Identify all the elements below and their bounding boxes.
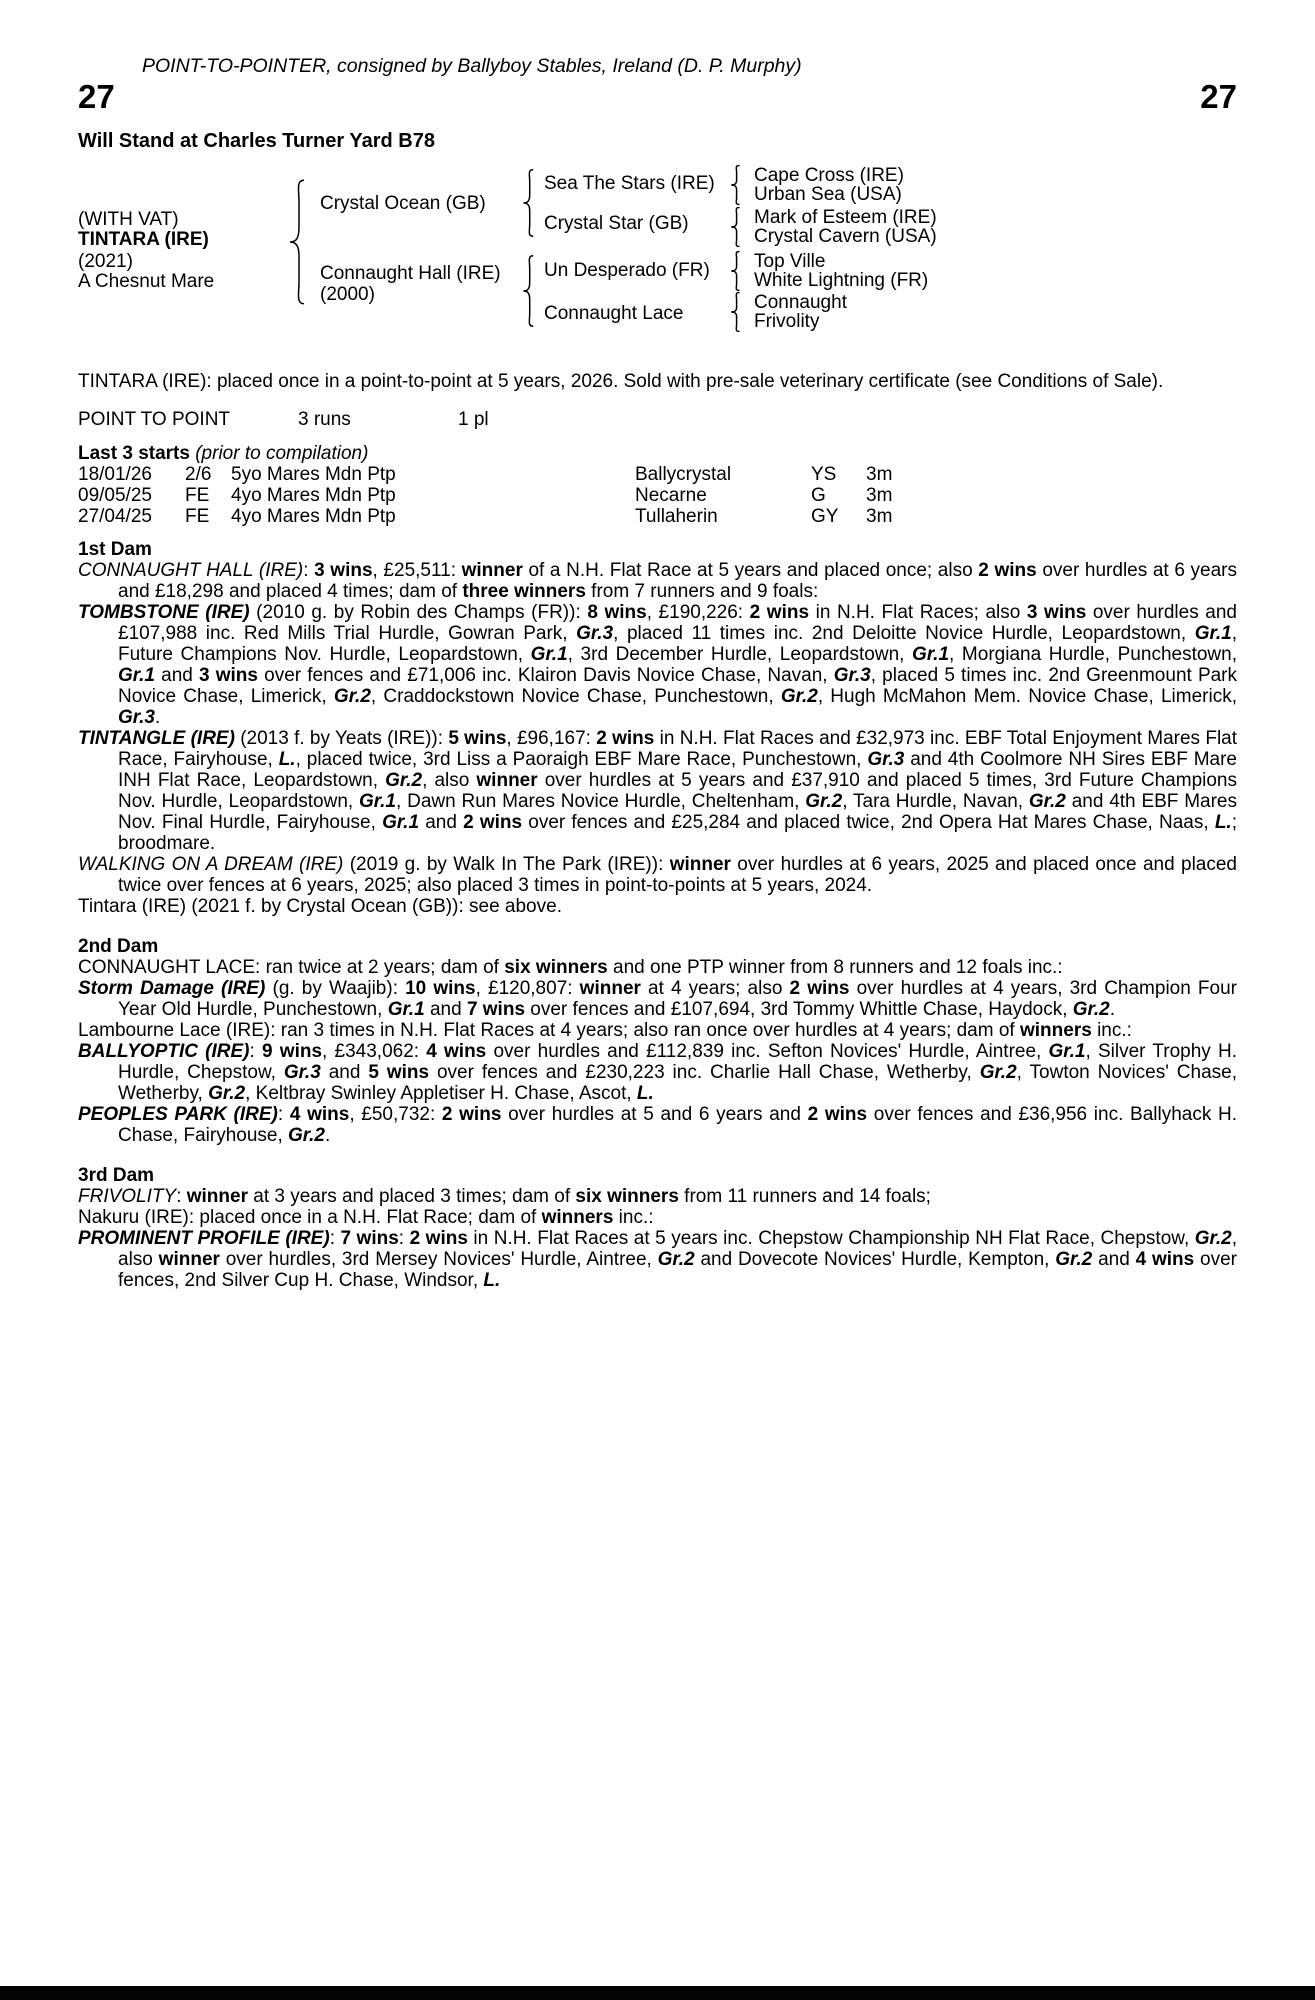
lot-number-row xyxy=(78,79,1237,115)
sire-name: Crystal Ocean (GB) xyxy=(320,193,486,214)
pedigree-chart xyxy=(78,164,1237,344)
pedigree-brace xyxy=(288,179,308,305)
text-segment: Gr.2 xyxy=(1028,791,1066,812)
text-segment: CONNAUGHT LACE: ran twice at 2 years; dam of xyxy=(78,957,505,978)
text-segment: Gr.1 xyxy=(1048,1041,1086,1062)
text-segment: (2019 g. by Walk In The Park (IRE)): xyxy=(343,854,670,875)
second-dam-heading: 2nd Dam xyxy=(78,936,159,957)
first-dam-heading: 1st Dam xyxy=(78,539,152,560)
text-segment: , placed twice, 3rd Liss a Paoraigh EBF Mare Race, Punchestown, xyxy=(295,749,868,770)
pedigree-gen3-name: Frivolity xyxy=(754,311,820,332)
text-segment: , 3rd December Hurdle, Leopardstown, xyxy=(567,644,913,665)
text-segment: 5 wins xyxy=(448,728,507,749)
text-segment: of a N.H. Flat Race at 5 years and placed once; also xyxy=(522,560,979,581)
start-result: FE xyxy=(185,506,210,527)
text-segment: 2 wins xyxy=(749,602,810,623)
text-segment: , £50,732: xyxy=(349,1104,442,1125)
text-segment: . xyxy=(325,1125,331,1146)
lot-number-right: 27 xyxy=(1200,78,1237,115)
text-segment: Gr.2 xyxy=(1194,1228,1232,1249)
record-type: POINT TO POINT xyxy=(78,409,231,430)
text-segment: 3 wins xyxy=(199,665,258,686)
pedigree-gen3-name: Mark of Esteem (IRE) xyxy=(754,207,937,228)
text-segment: , also xyxy=(422,770,477,791)
text-segment: in N.H. Flat Races; also xyxy=(809,602,1027,623)
text-segment: and xyxy=(419,812,464,833)
race-record-row xyxy=(78,409,1237,430)
text-segment: 2 wins xyxy=(807,1104,868,1125)
vat-note: (WITH VAT) xyxy=(78,209,179,230)
text-segment: over fences and £230,223 inc. Charlie Hall Chase, Wetherby, xyxy=(429,1062,980,1083)
text-segment: , Craddockstown Novice Chase, Punchestown, xyxy=(370,686,781,707)
subject-year: (2021) xyxy=(78,251,133,272)
text-segment: : xyxy=(303,560,315,581)
text-segment: and 4th Coolmore NH Sires EBF Mare INH Flat Race, Leopardstown, xyxy=(118,749,1237,791)
table-row xyxy=(78,506,1237,527)
text-segment: , £343,062: xyxy=(322,1041,427,1062)
text-segment: and xyxy=(154,665,200,686)
text-segment: , Keltbray Swinley Appletiser H. Chase, Ascot, xyxy=(245,1083,637,1104)
start-result: 2/6 xyxy=(185,464,212,485)
text-segment: over hurdles, 3rd Mersey Novices' Hurdle, Aintree, xyxy=(219,1249,658,1270)
text-segment: : xyxy=(277,1104,290,1125)
text-segment: WALKING ON A DREAM (IRE) xyxy=(78,854,344,875)
text-segment: TINTANGLE (IRE) xyxy=(78,728,235,749)
text-segment: Gr.3 xyxy=(118,707,155,728)
text-segment: . xyxy=(1109,999,1116,1020)
pedigree-gen2-name: Un Desperado (FR) xyxy=(544,260,710,281)
start-going: YS xyxy=(811,464,837,485)
text-segment: 2 wins xyxy=(978,560,1037,581)
text-segment: over fences and £71,006 inc. Klairon Davis Novice Chase, Navan, xyxy=(257,665,834,686)
text-segment: Gr.1 xyxy=(387,999,425,1020)
pedigree-gen3-name: Crystal Cavern (USA) xyxy=(754,226,937,247)
text-segment: . xyxy=(154,707,161,728)
text-segment: and xyxy=(320,1062,369,1083)
text-segment: over hurdles at 6 years, 2025 and placed once and placed twice over fences at 6 years, 2025; also placed 3 times in point-to-points at 5 years, 2024. xyxy=(118,854,1237,896)
summary-paragraph: TINTARA (IRE): placed once in a point-to-point at 5 years, 2026. Sold with pre-sale veterinary certificate (see Conditions of Sale). xyxy=(78,371,1164,392)
record-places: 1 pl xyxy=(458,409,489,430)
text-segment: , £25,511: xyxy=(372,560,462,581)
start-race: 5yo Mares Mdn Ptp xyxy=(231,464,396,485)
start-distance: 3m xyxy=(866,485,893,506)
text-segment: 2 wins xyxy=(789,978,850,999)
text-segment: Gr.2 xyxy=(1055,1249,1093,1270)
dam-year: (2000) xyxy=(320,284,375,305)
text-segment: six winners xyxy=(575,1186,679,1207)
start-date: 09/05/25 xyxy=(78,485,152,506)
text-segment: winner xyxy=(476,770,538,791)
text-segment: in N.H. Flat Races at 5 years inc. Chepstow Championship NH Flat Race, Chepstow, xyxy=(467,1228,1195,1249)
text-segment: Gr.1 xyxy=(530,644,568,665)
pedigree-brace xyxy=(730,251,742,291)
text-segment: , Future Champions Nov. Hurdle, Leopardstown, xyxy=(118,623,1237,665)
text-segment: in N.H. Flat Races and £32,973 inc. EBF Total Enjoyment Mares Flat Race, Fairyhouse, xyxy=(118,728,1238,770)
start-date: 18/01/26 xyxy=(78,464,152,485)
text-segment: over fences, 2nd Silver Cup H. Chase, Windsor, xyxy=(118,1249,1238,1291)
text-segment: three winners xyxy=(462,581,586,602)
text-segment: Gr.2 xyxy=(333,686,371,707)
start-race: 4yo Mares Mdn Ptp xyxy=(231,485,396,506)
text-segment: and Dovecote Novices' Hurdle, Kempton, xyxy=(694,1249,1056,1270)
start-result: FE xyxy=(185,485,210,506)
start-venue: Ballycrystal xyxy=(635,464,732,485)
start-date: 27/04/25 xyxy=(78,506,152,527)
text-segment: 9 wins xyxy=(262,1041,323,1062)
text-segment: 2 wins xyxy=(441,1104,502,1125)
text-segment: Gr.1 xyxy=(359,791,396,812)
start-venue: Necarne xyxy=(635,485,707,506)
start-going: G xyxy=(811,485,826,506)
text-segment: Gr.2 xyxy=(979,1062,1017,1083)
text-segment: and one PTP winner from 8 runners and 12 foals inc.: xyxy=(607,957,1063,978)
text-segment: Storm Damage (IRE) xyxy=(78,978,266,999)
text-segment: winner xyxy=(579,978,641,999)
lot-number-left: 27 xyxy=(78,78,115,115)
pedigree-gen3-name: Connaught xyxy=(754,292,847,313)
text-segment: BALLYOPTIC (IRE) xyxy=(78,1041,250,1062)
text-segment: Gr.2 xyxy=(208,1083,246,1104)
text-segment: : xyxy=(398,1228,410,1249)
text-segment: , £96,167: xyxy=(506,728,597,749)
text-segment: 10 wins xyxy=(405,978,476,999)
text-segment: over hurdles and £107,988 inc. Red Mills Trial Hurdle, Gowran Park, xyxy=(118,602,1237,644)
text-segment: Gr.3 xyxy=(283,1062,321,1083)
text-segment: Gr.3 xyxy=(867,749,905,770)
pedigree-brace xyxy=(730,165,742,205)
text-segment: over hurdles at 4 years, 3rd Champion Four Year Old Hurdle, Punchestown, xyxy=(118,978,1237,1020)
text-segment: over hurdles at 5 and 6 years and xyxy=(501,1104,808,1125)
text-segment: Nakuru (IRE): placed once in a N.H. Flat Race; dam of xyxy=(78,1207,542,1228)
tintangle-paragraph xyxy=(78,728,1237,854)
text-segment: (2010 g. by Robin des Champs (FR)): xyxy=(249,602,588,623)
ballyoptic-paragraph xyxy=(78,1041,1237,1104)
text-segment: 3 wins xyxy=(314,560,373,581)
text-segment: Gr.2 xyxy=(1072,999,1110,1020)
text-segment: (g. by Waajib): xyxy=(265,978,406,999)
pedigree-gen2-name: Sea The Stars (IRE) xyxy=(544,173,715,194)
table-row xyxy=(78,464,1237,485)
text-segment: from 11 runners and 14 foals; xyxy=(678,1186,931,1207)
text-segment: Tintara (IRE) (2021 f. by Crystal Ocean (GB)): see above. xyxy=(78,896,562,917)
text-segment: 2 wins xyxy=(409,1228,468,1249)
tombstone-paragraph xyxy=(78,602,1237,728)
storm-damage-paragraph xyxy=(78,978,1237,1020)
start-distance: 3m xyxy=(866,506,893,527)
text-segment: 7 wins xyxy=(340,1228,399,1249)
text-segment: , Tara Hurdle, Navan, xyxy=(842,791,1029,812)
text-segment: Gr.1 xyxy=(1194,623,1232,644)
text-segment: Gr.1 xyxy=(382,812,420,833)
start-venue: Tullaherin xyxy=(635,506,718,527)
pedigree-gen2-name: Connaught Lace xyxy=(544,303,684,324)
text-segment: winners xyxy=(541,1207,614,1228)
text-segment: , placed 11 times inc. 2nd Deloitte Novice Hurdle, Leopardstown, xyxy=(613,623,1195,644)
nakuru-paragraph xyxy=(78,1207,1237,1228)
text-segment: : xyxy=(176,1186,187,1207)
start-race: 4yo Mares Mdn Ptp xyxy=(231,506,396,527)
text-segment: L. xyxy=(278,749,296,770)
record-runs: 3 runs xyxy=(298,409,351,430)
pedigree-brace xyxy=(522,169,536,237)
text-segment: : xyxy=(249,1041,263,1062)
text-segment: 4 wins xyxy=(426,1041,487,1062)
last-starts-heading xyxy=(78,443,1237,464)
text-segment: , £120,807: xyxy=(475,978,580,999)
prominent-profile-paragraph xyxy=(78,1228,1237,1291)
pedigree-brace xyxy=(730,207,742,247)
last-starts-title: Last 3 starts xyxy=(78,443,190,464)
text-segment: L. xyxy=(1214,812,1232,833)
text-segment: Gr.3 xyxy=(833,665,871,686)
text-segment: , Silver Trophy H. Hurdle, Chepstow, xyxy=(118,1041,1238,1083)
text-segment: 2 wins xyxy=(596,728,655,749)
text-segment: and xyxy=(424,999,467,1020)
pedigree-gen3-name: Urban Sea (USA) xyxy=(754,184,902,205)
text-segment: six winners xyxy=(504,957,608,978)
text-segment: winner xyxy=(669,854,731,875)
text-segment: PEOPLES PARK (IRE) xyxy=(78,1104,278,1125)
table-row xyxy=(78,485,1237,506)
text-segment: over fences and £36,956 inc. Ballyhack H. Chase, Fairyhouse, xyxy=(118,1104,1238,1146)
text-segment: TOMBSTONE (IRE) xyxy=(78,602,250,623)
text-segment: FRIVOLITY xyxy=(78,1186,177,1207)
text-segment: inc.: xyxy=(1091,1020,1132,1041)
pedigree-gen3-name: Top Ville xyxy=(754,251,826,272)
text-segment: Gr.2 xyxy=(805,791,843,812)
text-segment: ; broodmare. xyxy=(118,812,1237,854)
text-segment: Lambourne Lace (IRE): ran 3 times in N.H. Flat Races at 4 years; also ran once over hurdles at 4 years; dam of xyxy=(78,1020,1020,1041)
text-segment: , Morgiana Hurdle, Punchestown, xyxy=(949,644,1237,665)
text-segment: Gr.1 xyxy=(118,665,155,686)
text-segment: 8 wins xyxy=(587,602,647,623)
pedigree-brace xyxy=(730,292,742,332)
pedigree-brace xyxy=(522,255,536,327)
text-segment: CONNAUGHT HALL (IRE) xyxy=(78,560,304,581)
subject-description: A Chesnut Mare xyxy=(78,271,215,292)
dam-name: Connaught Hall (IRE) xyxy=(320,263,501,284)
text-segment: 2 wins xyxy=(463,812,523,833)
text-segment: , placed 5 times inc. 2nd Greenmount Park Novice Chase, Limerick, xyxy=(118,665,1238,707)
last-starts-subtitle: (prior to compilation) xyxy=(189,443,369,464)
text-segment: Gr.2 xyxy=(288,1125,326,1146)
text-segment: at 3 years and placed 3 times; dam of xyxy=(247,1186,576,1207)
start-going: GY xyxy=(811,506,839,527)
text-segment: and xyxy=(1092,1249,1136,1270)
consignor-line: POINT-TO-POINTER, consigned by Ballyboy Stables, Ireland (D. P. Murphy) xyxy=(142,55,802,77)
connaught-hall-paragraph xyxy=(78,560,1237,602)
text-segment: over fences and £107,694, 3rd Tommy Whittle Chase, Haydock, xyxy=(525,999,1073,1020)
text-segment: over hurdles at 5 years and £37,910 and placed 5 times, 3rd Future Champions Nov. Hurdle, Leopardstown, xyxy=(118,770,1237,812)
last-starts-table xyxy=(78,464,1237,527)
third-dam-heading: 3rd Dam xyxy=(78,1165,155,1186)
text-segment: , £190,226: xyxy=(646,602,750,623)
page-content xyxy=(0,56,1315,1291)
text-segment: 4 wins xyxy=(1135,1249,1195,1270)
text-segment: winner xyxy=(158,1249,220,1270)
text-segment: over hurdles at 6 years and £18,298 and placed 4 times; dam of xyxy=(118,560,1237,602)
text-segment: , Towton Novices' Chase, Wetherby, xyxy=(118,1062,1237,1104)
text-segment: and 4th EBF Mares Nov. Final Hurdle, Fairyhouse, xyxy=(118,791,1237,833)
text-segment: L. xyxy=(483,1270,501,1291)
text-segment: 7 wins xyxy=(466,999,526,1020)
catalog-body xyxy=(78,539,1237,1291)
text-segment: Gr.2 xyxy=(780,686,818,707)
text-segment: 5 wins xyxy=(368,1062,430,1083)
text-segment: winners xyxy=(1019,1020,1092,1041)
text-segment: : xyxy=(329,1228,341,1249)
text-segment: over fences and £25,284 and placed twice, 2nd Opera Hat Mares Chase, Naas, xyxy=(522,812,1215,833)
text-segment: Gr.1 xyxy=(912,644,950,665)
pedigree-gen3-name: Cape Cross (IRE) xyxy=(754,165,904,186)
pedigree-gen3-name: White Lightning (FR) xyxy=(754,270,929,291)
text-segment: inc.: xyxy=(613,1207,654,1228)
text-segment: (2013 f. by Yeats (IRE)): xyxy=(234,728,449,749)
text-segment: Gr.2 xyxy=(385,770,423,791)
text-segment: , also xyxy=(118,1228,1237,1270)
text-segment: , Hugh McMahon Mem. Novice Chase, Limerick, xyxy=(817,686,1237,707)
text-segment: winner xyxy=(186,1186,248,1207)
frivolity-paragraph xyxy=(78,1186,1237,1207)
scan-edge-artifact xyxy=(0,1986,1315,2000)
text-segment: Gr.2 xyxy=(657,1249,695,1270)
connaught-lace-paragraph xyxy=(78,957,1237,978)
lambourne-lace-paragraph xyxy=(78,1020,1237,1041)
text-segment: over hurdles and £112,839 inc. Sefton Novices' Hurdle, Aintree, xyxy=(486,1041,1049,1062)
peoples-park-paragraph xyxy=(78,1104,1237,1146)
start-distance: 3m xyxy=(866,464,893,485)
text-segment: 3 wins xyxy=(1026,602,1087,623)
text-segment: from 7 runners and 9 foals: xyxy=(585,581,819,602)
text-segment: 4 wins xyxy=(289,1104,350,1125)
pedigree-gen2-name: Crystal Star (GB) xyxy=(544,213,689,234)
walking-on-a-dream-paragraph xyxy=(78,854,1237,896)
tintara-reference-paragraph xyxy=(78,896,1237,917)
stand-location: Will Stand at Charles Turner Yard B78 xyxy=(78,130,435,152)
text-segment: Gr.3 xyxy=(576,623,614,644)
text-segment: at 4 years; also xyxy=(640,978,790,999)
text-segment: winner xyxy=(461,560,523,581)
text-segment: PROMINENT PROFILE (IRE) xyxy=(78,1228,330,1249)
text-segment: , Dawn Run Mares Novice Hurdle, Cheltenham, xyxy=(396,791,806,812)
subject-name: TINTARA (IRE) xyxy=(78,229,209,250)
text-segment: L. xyxy=(636,1083,654,1104)
